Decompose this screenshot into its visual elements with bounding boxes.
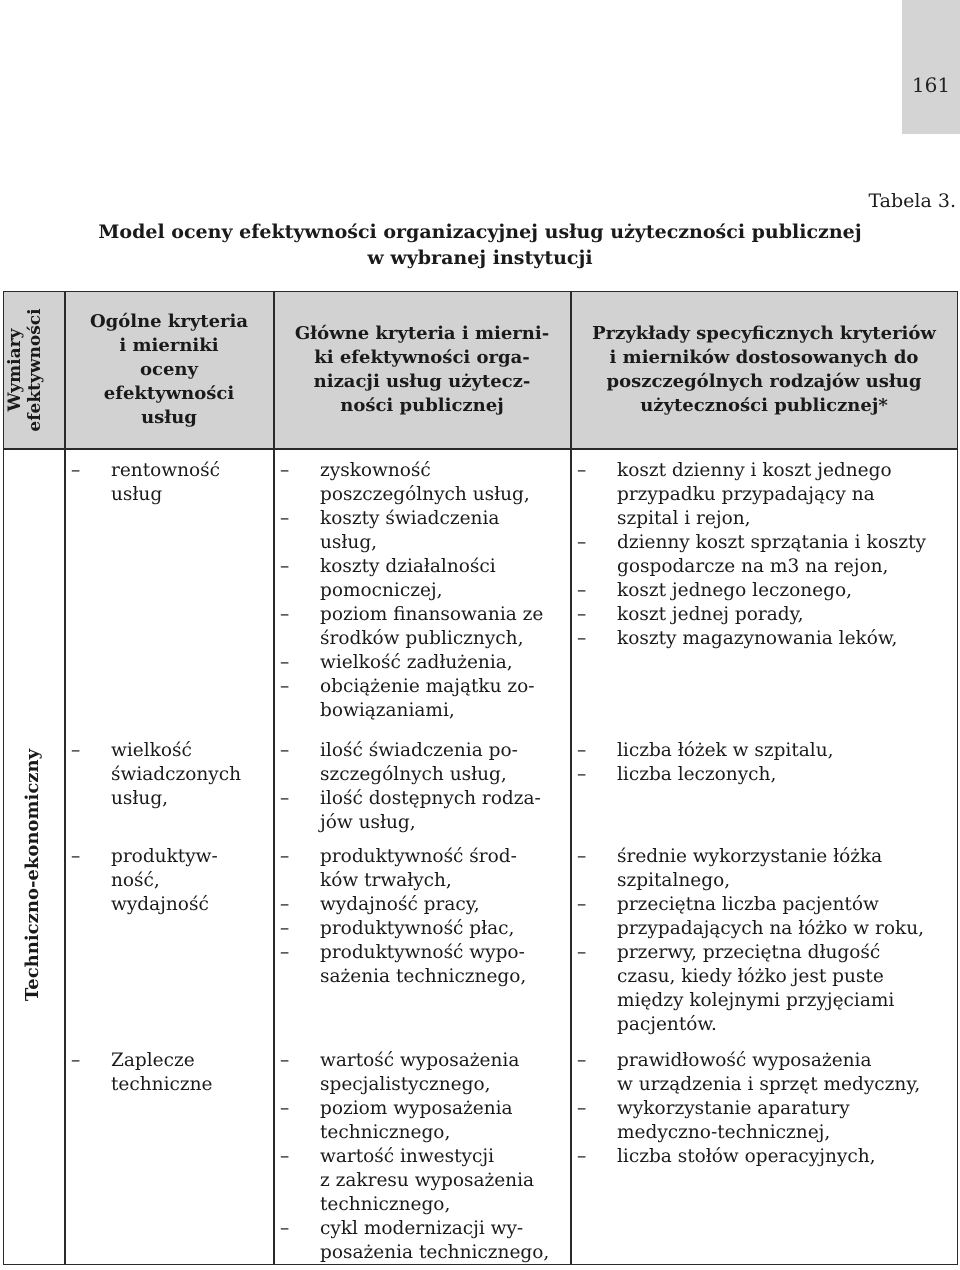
dash-bullet: – [280, 676, 290, 697]
specific-example-text: przypadających na łóżko w roku, [617, 918, 925, 939]
specific-example-text: wykorzystanie aparatury [617, 1098, 850, 1119]
main-criteria-item [280, 893, 526, 917]
general-criteria-text: wielkość [111, 740, 192, 761]
main-criteria-item [280, 941, 527, 989]
dash-bullet: – [280, 846, 290, 867]
dash-bullet: – [577, 1146, 587, 1167]
table-title-line-2: w wybranej instytucji [367, 247, 593, 269]
specific-example-item [577, 579, 926, 603]
general-criteria-text: rentowność [111, 460, 221, 481]
dash-bullet: – [280, 1146, 290, 1167]
efficiency-table [3, 291, 958, 1265]
header-dimensions: Wymiary efektywności [5, 308, 45, 432]
dash-bullet: – [577, 942, 587, 963]
main-criteria-list [280, 1049, 550, 1265]
general-criteria-text: wydajność [111, 894, 209, 915]
dash-bullet: – [280, 942, 290, 963]
dash-bullet: – [577, 764, 587, 785]
main-criteria-item [280, 845, 526, 893]
main-criteria-item [280, 555, 543, 603]
main-criteria-text: szczególnych usług, [320, 764, 507, 785]
specific-example-list [577, 845, 925, 1037]
main-criteria-text: technicznego, [320, 1194, 451, 1215]
general-criteria-text: techniczne [111, 1074, 213, 1095]
specific-example-text: liczba stołów operacyjnych, [617, 1146, 876, 1167]
specific-example-item [577, 941, 924, 1037]
dash-bullet: – [577, 846, 587, 867]
specific-example-list [577, 739, 834, 787]
specific-example-item [577, 603, 926, 627]
general-criteria-text: produktyw- [111, 846, 218, 867]
main-criteria-item [280, 603, 544, 651]
dash-bullet: – [577, 532, 587, 553]
main-criteria-item [280, 1145, 549, 1217]
main-criteria-text: produktywność płac, [320, 918, 515, 939]
main-criteria-item [280, 917, 526, 941]
general-criteria-text: świadczonych [111, 764, 242, 785]
specific-example-text: między kolejnymi przyjęciami [617, 990, 895, 1011]
specific-example-text: medyczno-technicznej, [617, 1122, 831, 1143]
main-criteria-text: środków publicznych, [320, 628, 524, 649]
main-criteria-item [280, 1049, 549, 1097]
dash-bullet: – [280, 918, 290, 939]
main-criteria-text: specjalistycznego, [320, 1074, 491, 1095]
main-criteria-list [280, 739, 541, 835]
specific-example-text: przerwy, przeciętna długość [617, 942, 881, 963]
main-criteria-item [280, 1217, 550, 1265]
header-main-criteria: Główne kryteria i mierni- ki efektywności orga- nizacji usług użytecz- ności publicznej [294, 323, 550, 416]
specific-example-item [577, 627, 926, 651]
dash-bullet: – [577, 740, 587, 761]
dash-bullet: – [280, 894, 290, 915]
table-title-line-1: Model oceny efektywności organizacyjnej usług użyteczności publicznej [98, 221, 862, 243]
main-criteria-item [280, 1097, 549, 1145]
dash-bullet: – [280, 1050, 290, 1071]
general-criteria-text: Zaplecze [111, 1050, 195, 1071]
main-criteria-text: usług, [320, 532, 378, 553]
dash-bullet: – [577, 460, 587, 481]
general-criteria-list [71, 1049, 213, 1097]
main-criteria-text: zyskowność [320, 460, 431, 481]
specific-example-item [577, 1145, 920, 1169]
main-criteria-text: produktywność wypo- [320, 942, 525, 963]
main-criteria-text: bowiązaniami, [320, 700, 455, 721]
main-criteria-text: wielkość zadłużenia, [320, 652, 513, 673]
specific-example-text: pacjentów. [617, 1014, 717, 1035]
specific-example-text: prawidłowość wyposażenia [617, 1050, 872, 1071]
main-criteria-item [280, 739, 541, 787]
specific-example-text: średnie wykorzystanie łóżka [617, 846, 883, 867]
main-criteria-text: koszty świadczenia [320, 508, 500, 529]
dash-bullet: – [280, 652, 290, 673]
main-criteria-text: pomocniczej, [320, 580, 443, 601]
main-criteria-text: wartość wyposażenia [320, 1050, 520, 1071]
page-number-box [902, 0, 960, 134]
general-criteria-text: usług [111, 484, 163, 505]
specific-example-text: w urządzenia i sprzęt medyczny, [617, 1074, 921, 1095]
specific-example-text: gospodarcze na m3 na rejon, [617, 556, 889, 577]
dash-bullet: – [71, 460, 81, 481]
specific-example-text: koszt jednej porady, [617, 604, 804, 625]
main-criteria-text: poziom wyposażenia [320, 1098, 513, 1119]
main-criteria-text: sażenia technicznego, [320, 966, 527, 987]
main-criteria-text: koszty działalności [320, 556, 496, 577]
specific-example-text: przypadku przypadający na [617, 484, 875, 505]
page-number: 161 [911, 73, 951, 97]
specific-example-text: koszt dzienny i koszt jednego [617, 460, 892, 481]
main-criteria-text: wydajność pracy, [320, 894, 480, 915]
dash-bullet: – [280, 740, 290, 761]
main-criteria-text: z zakresu wyposażenia [320, 1170, 535, 1191]
specific-example-text: koszt jednego leczonego, [617, 580, 852, 601]
dash-bullet: – [577, 628, 587, 649]
main-criteria-text: wartość inwestycji [320, 1146, 495, 1167]
dash-bullet: – [71, 846, 81, 867]
general-criteria-text: usług, [111, 788, 169, 809]
specific-example-item [577, 1097, 920, 1145]
dimension-label: Techniczno-ekonomiczny [22, 748, 43, 1002]
main-criteria-text: jów usług, [320, 812, 416, 833]
general-criteria-text: ność, [111, 870, 160, 891]
main-criteria-item [280, 675, 543, 723]
specific-example-list [577, 459, 926, 651]
general-criteria-item [71, 459, 221, 507]
specific-example-item [577, 459, 926, 531]
specific-example-list [577, 1049, 921, 1169]
general-criteria-list [71, 845, 218, 917]
specific-example-item [577, 531, 926, 579]
dash-bullet: – [71, 740, 81, 761]
specific-example-text: czasu, kiedy łóżko jest puste [617, 966, 884, 987]
specific-example-item [577, 845, 924, 893]
main-criteria-list [280, 459, 544, 723]
main-criteria-text: ilość świadczenia po- [320, 740, 518, 761]
specific-example-text: dzienny koszt sprzątania i koszty [617, 532, 926, 553]
main-criteria-text: produktywność środ- [320, 846, 517, 867]
general-criteria-item [71, 1049, 213, 1097]
header-specific-examples: Przykłady specyficznych kryteriów i mierników dostosowanych do poszczególnych rodzajów usług użyteczności publicznej* [592, 323, 936, 416]
general-criteria-list [71, 459, 221, 507]
specific-example-text: szpital i rejon, [617, 508, 751, 529]
dash-bullet: – [280, 1098, 290, 1119]
general-criteria-list [71, 739, 242, 811]
dash-bullet: – [280, 556, 290, 577]
main-criteria-text: cykl modernizacji wy- [320, 1218, 524, 1239]
dash-bullet: – [577, 604, 587, 625]
specific-example-text: koszty magazynowania leków, [617, 628, 898, 649]
main-criteria-text: poszczególnych usług, [320, 484, 530, 505]
main-criteria-item [280, 651, 543, 675]
general-criteria-item [71, 845, 218, 917]
dash-bullet: – [280, 604, 290, 625]
general-criteria-item [71, 739, 242, 811]
specific-example-item [577, 739, 834, 763]
dash-bullet: – [280, 1218, 290, 1239]
main-criteria-text: ków trwałych, [320, 870, 452, 891]
header-divider [4, 448, 957, 450]
dash-bullet: – [71, 1050, 81, 1071]
dash-bullet: – [577, 1050, 587, 1071]
specific-example-text: przeciętna liczba pacjentów [617, 894, 879, 915]
table-label: Tabela 3. [868, 190, 956, 212]
specific-example-text: liczba łóżek w szpitalu, [617, 740, 834, 761]
specific-example-text: szpitalnego, [617, 870, 731, 891]
header-general-criteria: Ogólne kryteria i mierniki oceny efektywności usług [89, 311, 249, 428]
specific-example-item [577, 893, 925, 941]
dash-bullet: – [280, 788, 290, 809]
main-criteria-item [280, 507, 543, 555]
dash-bullet: – [577, 1098, 587, 1119]
dash-bullet: – [577, 580, 587, 601]
specific-example-item [577, 1049, 921, 1097]
main-criteria-list [280, 845, 527, 989]
dash-bullet: – [280, 508, 290, 529]
dash-bullet: – [280, 460, 290, 481]
specific-example-item [577, 763, 834, 787]
main-criteria-item [280, 787, 541, 835]
main-criteria-text: technicznego, [320, 1122, 451, 1143]
specific-example-text: liczba leczonych, [617, 764, 777, 785]
main-criteria-text: obciążenie majątku zo- [320, 676, 535, 697]
dash-bullet: – [577, 894, 587, 915]
main-criteria-item [280, 459, 543, 507]
main-criteria-text: poziom finansowania ze [320, 604, 544, 625]
main-criteria-text: posażenia technicznego, [320, 1242, 550, 1263]
main-criteria-text: ilość dostępnych rodza- [320, 788, 541, 809]
